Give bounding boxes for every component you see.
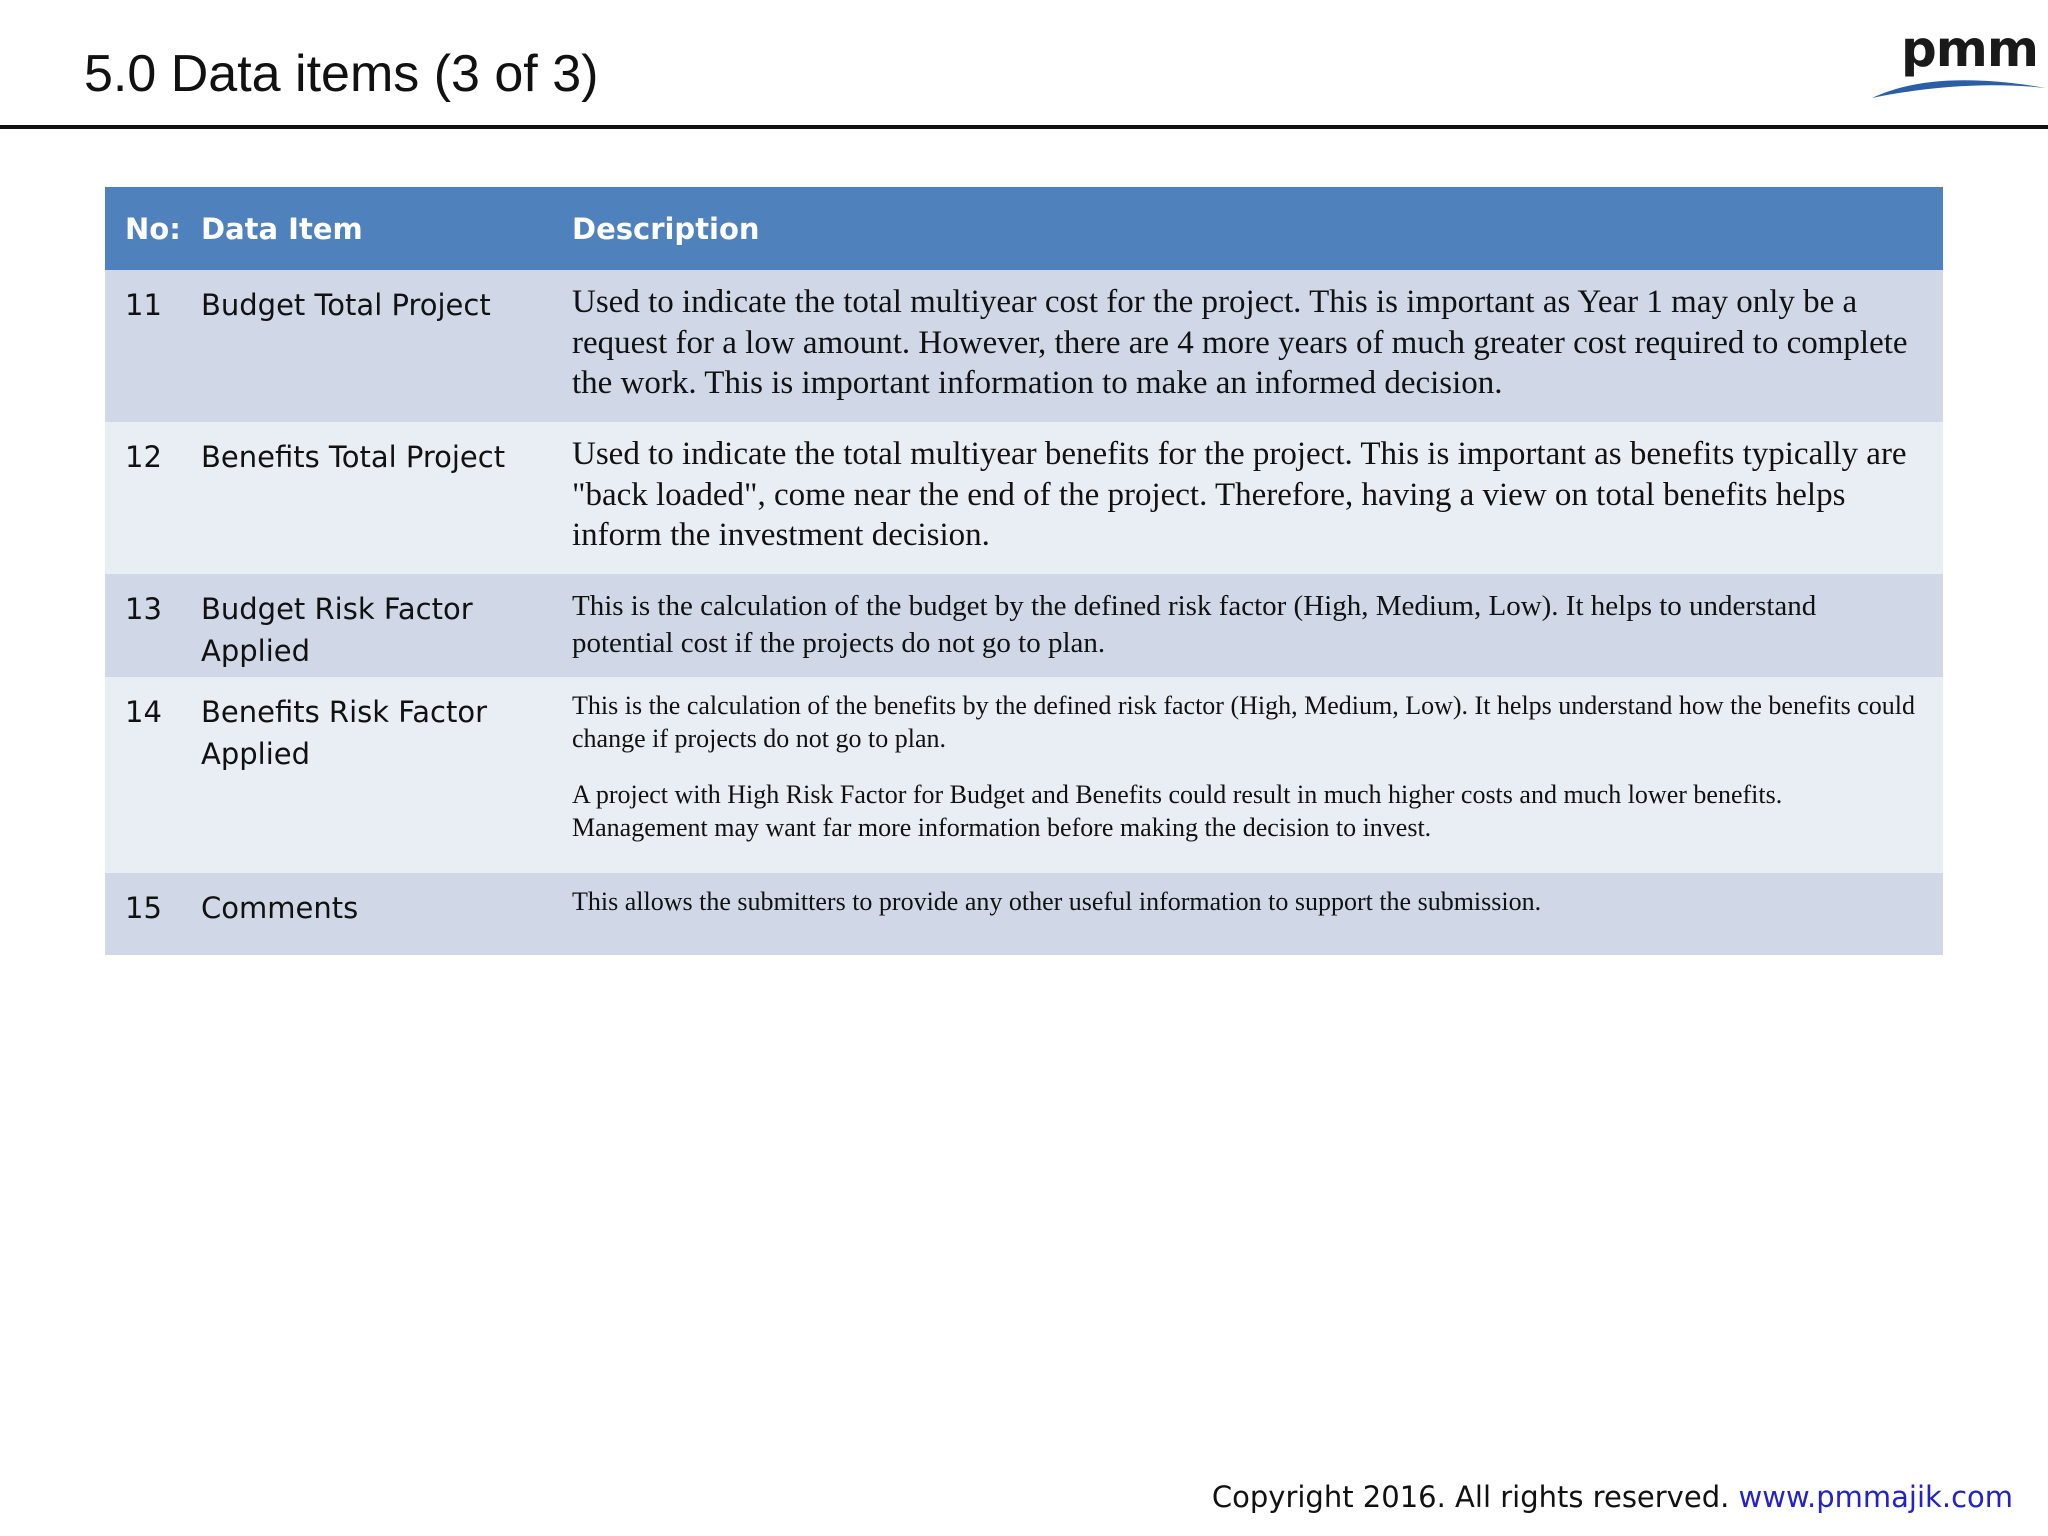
website-link[interactable]: www.pmmajik.com: [1738, 1480, 2013, 1514]
row-number: 11: [125, 288, 162, 322]
table-row: [105, 422, 1943, 574]
row-number: 13: [125, 592, 162, 626]
page-title: 5.0 Data items (3 of 3): [84, 45, 599, 103]
table-row: [105, 270, 1943, 422]
row-description: This is the calculation of the budget by the defined risk factor (High, Medium, Low). It helps to understand potential cost if the projects do not go to plan.: [572, 590, 1817, 659]
header-data-item: Data Item: [201, 211, 363, 246]
pmm-logo: [1870, 22, 2048, 104]
row-description: Used to indicate the total multiyear benefits for the project. This is important as benefits typically are "back loaded", come near the end of the project. Therefore, having a view on total benefits helps inform the investment decision.: [572, 436, 1907, 553]
row-description: Used to indicate the total multiyear cost for the project. This is important as Year 1 may only be a request for a low amount. However, there are 4 more years of much greater cost required to complete the work. This is important information to make an informed decision.: [572, 284, 1908, 401]
table-header-row: [105, 187, 1943, 270]
row-data-item: Comments: [201, 891, 359, 925]
logo-text: pmm: [1901, 20, 2038, 78]
description-paragraph: This is the calculation of the benefits by the defined risk factor (High, Medium, Low). It helps understand how the benefits could change if projects do not go to plan.: [572, 691, 1915, 753]
header-description: Description: [572, 211, 760, 246]
row-number: 14: [125, 695, 162, 729]
row-number: 12: [125, 440, 162, 474]
row-data-item: Budget Total Project: [201, 288, 491, 322]
header-no: No:: [125, 211, 181, 246]
row-data-item: Benefits Total Project: [201, 440, 506, 474]
copyright-text: Copyright 2016. All rights reserved.: [1211, 1480, 1730, 1514]
footer: [1212, 1480, 2013, 1514]
row-data-item: Budget Risk Factor Applied: [201, 592, 473, 668]
description-paragraph: A project with High Risk Factor for Budget and Benefits could result in much higher costs and much lower benefits. Management may want far more information before making the decision to invest.: [572, 780, 1783, 842]
row-number: 15: [125, 891, 162, 925]
row-description: [572, 677, 1943, 873]
wave-icon: [1870, 72, 2048, 104]
table-row: [105, 873, 1943, 955]
table-row: [105, 677, 1943, 873]
data-items-table: [105, 187, 1943, 955]
title-divider: [0, 125, 2048, 129]
table-row: [105, 574, 1943, 677]
row-description: This allows the submitters to provide any other useful information to support the submission.: [572, 887, 1542, 916]
row-data-item: Benefits Risk Factor Applied: [201, 695, 488, 771]
